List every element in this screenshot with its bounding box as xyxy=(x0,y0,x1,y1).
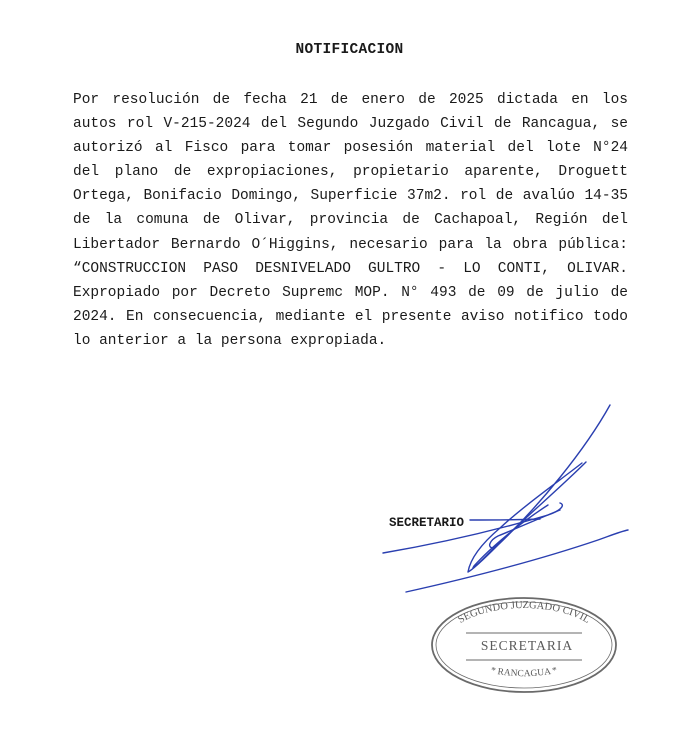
document-title: NOTIFICACION xyxy=(295,42,404,58)
stamp-top-text: SEGUNDO JUZGADO CIVIL xyxy=(456,600,592,626)
stamp-center-text: SECRETARIA xyxy=(480,638,574,653)
signer-label: SECRETARIO xyxy=(389,516,465,530)
stamp-bottom-text: * RANCAGUA * xyxy=(489,665,559,680)
handwritten-signature xyxy=(383,405,628,592)
notification-body: Por resolución de fecha 21 de enero de 2025 dictada en los autos rol V-215-2024 del Segundo Juzgado Civil de Rancagua, se autorizó al Fisco para tomar posesión material del lote N°24 del plano de expropiaciones, propietario aparente, Droguett Ortega, Bonifacio Domingo, Superficie 37m2. rol de avalúo 14-35 de la comuna de Olivar, provincia de Cachapoal, Región del Libertador Bernardo O´Higgins, necesario para la obra pública: “CONSTRUCCION PASO DESNIVELADO GULTRO - LO CONTI, OLIVAR. Expropiado por Decreto Supremc MOP. N° 493 de 09 de julio de 2024. En consecuencia, mediante el presente aviso notifico todo lo anterior a la persona expropiada. xyxy=(73,92,628,349)
court-stamp xyxy=(432,598,616,692)
